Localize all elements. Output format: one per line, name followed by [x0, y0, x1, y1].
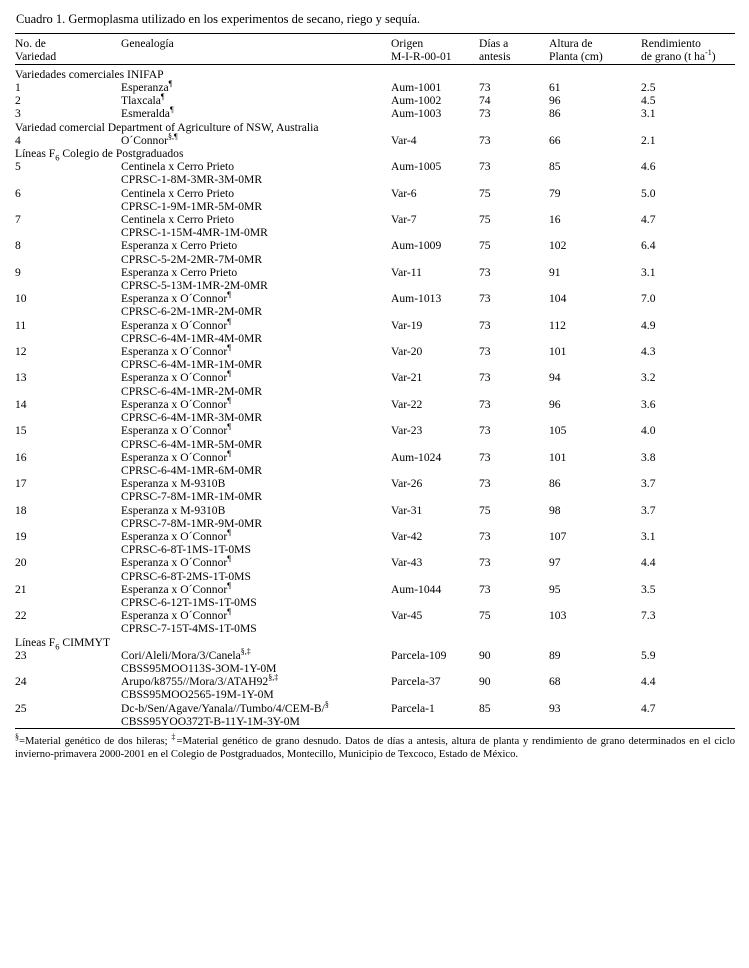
table-row: [15, 583, 735, 609]
header-altura-line2: Planta (cm): [549, 50, 603, 64]
cell-days-to-anthesis: 73: [479, 292, 491, 306]
genealogy-pedigree: CPRSC-1-8M-3MR-3M-0MR: [121, 173, 263, 187]
section-title: Líneas $F_6$ CIMMYT: [15, 635, 111, 651]
cell-genealogy: [121, 580, 391, 609]
cell-origin: Var-6: [391, 186, 417, 200]
genealogy-name: Cori/Aleli/Mora/3/Canela: [121, 648, 241, 662]
cell-days-to-anthesis: 75: [479, 609, 491, 623]
cell-genealogy: [121, 477, 391, 503]
genealogy-name: Esperanza x O´Connor: [121, 609, 228, 623]
genealogy-name: Centinela x Cerro Prieto: [121, 160, 235, 174]
cell-grain-yield: 3.1: [641, 529, 656, 543]
cell-days-to-anthesis: 73: [479, 582, 491, 596]
cell-plant-height: 101: [549, 450, 567, 464]
cell-origin: Parcela-37: [391, 675, 441, 689]
cell-days-to-anthesis: 75: [479, 239, 491, 253]
cell-variety-number: 22: [15, 609, 27, 623]
cell-plant-height: 95: [549, 582, 561, 596]
genealogy-footnote-marker: §,‡: [268, 673, 279, 683]
table-row: [15, 649, 735, 675]
cell-genealogy: [121, 266, 391, 292]
genealogy-name: Esperanza x O´Connor: [121, 318, 228, 332]
cell-variety-number: 4: [15, 133, 21, 147]
table-body: [15, 34, 735, 68]
cell-plant-height: 16: [549, 213, 561, 227]
genealogy-name: Esperanza x O´Connor: [121, 556, 228, 570]
cell-genealogy: [121, 646, 391, 675]
genealogy-footnote-marker: ¶: [227, 448, 231, 458]
genealogy-name: Esperanza x O´Connor: [121, 345, 228, 359]
cell-origin: Parcela-109: [391, 648, 447, 662]
cell-variety-number: 16: [15, 450, 27, 464]
cell-grain-yield: 2.5: [641, 81, 656, 95]
cell-days-to-anthesis: 90: [479, 675, 491, 689]
table-row: [15, 94, 735, 107]
cell-plant-height: 89: [549, 648, 561, 662]
cell-plant-height: 101: [549, 345, 567, 359]
cell-genealogy: [121, 239, 391, 265]
table-row: [15, 451, 735, 477]
cell-grain-yield: 5.0: [641, 186, 656, 200]
cell-plant-height: 93: [549, 701, 561, 715]
header-dias-line1: Días a: [479, 37, 509, 50]
germplasm-table: [15, 33, 735, 732]
genealogy-name: Esperanza x M-9310B: [121, 503, 226, 517]
genealogy-footnote-marker: ¶: [168, 79, 173, 89]
cell-variety-number: 11: [15, 318, 27, 332]
cell-origin: Var-20: [391, 345, 423, 359]
section-title: Variedad comercial Department of Agriculture of NSW, Australia: [15, 120, 319, 134]
cell-genealogy: [121, 448, 391, 477]
cell-genealogy: [121, 398, 391, 424]
cell-plant-height: 61: [549, 81, 561, 95]
cell-variety-number: 5: [15, 160, 21, 174]
footnote-symbol-2: ‡: [171, 732, 177, 742]
table-row: [15, 239, 735, 265]
genealogy-footnote-marker: ¶: [227, 290, 231, 300]
cell-plant-height: 102: [549, 239, 567, 253]
table-row: [15, 160, 735, 186]
genealogy-pedigree: CPRSC-6-4M-1MR-2M-0MR: [121, 384, 263, 398]
header-cell-origen: [391, 37, 479, 64]
cell-origin: Parcela-1: [391, 701, 435, 715]
genealogy-name: Esperanza x O´Connor: [121, 450, 228, 464]
cell-plant-height: 105: [549, 424, 567, 438]
table-bottom-rule: [15, 728, 735, 732]
genealogy-footnote-marker: ¶: [227, 554, 231, 564]
cell-grain-yield: 4.9: [641, 318, 656, 332]
genealogy-name: Centinela x Cerro Prieto: [121, 186, 235, 200]
cell-variety-number: 12: [15, 345, 27, 359]
cell-days-to-anthesis: 73: [479, 371, 491, 385]
cell-plant-height: 96: [549, 94, 561, 108]
genealogy-name: Centinela x Cerro Prieto: [121, 213, 235, 227]
table-row: [15, 319, 735, 345]
table-row: [15, 530, 735, 556]
cell-days-to-anthesis: 73: [479, 318, 491, 332]
header-cell-genealogia: [121, 37, 391, 64]
genealogy-name: Tlaxcala: [121, 94, 161, 108]
cell-grain-yield: 5.9: [641, 648, 656, 662]
cell-days-to-anthesis: 73: [479, 107, 491, 121]
cell-plant-height: 68: [549, 675, 561, 689]
cell-origin: Aum-1013: [391, 292, 442, 306]
table-row: [15, 266, 735, 292]
genealogy-name: Esperanza x O´Connor: [121, 529, 228, 543]
cell-grain-yield: 3.7: [641, 477, 656, 491]
genealogy-pedigree: CBSS95YOO372T-B-11Y-1M-3Y-0M: [121, 714, 300, 728]
cell-grain-yield: 6.4: [641, 239, 656, 253]
genealogy-pedigree: CPRSC-6-4M-1MR-5M-0MR: [121, 437, 263, 451]
cell-origin: Var-19: [391, 318, 423, 332]
cell-plant-height: 98: [549, 503, 561, 517]
genealogy-footnote-marker: ¶: [227, 422, 231, 432]
genealogy-footnote-marker: ¶: [169, 105, 174, 115]
table-row: [15, 424, 735, 450]
footnote-text-2: =Material genético de grano desnudo. Datos de días a antesis, altura de planta y rendimiento de grano determinados en el ciclo invierno-primavera 2000-2001 en el Colegio de Postgraduados, Montecillo, Municipio de Texcoco, Estado de México.: [15, 735, 736, 760]
cell-origin: Var-21: [391, 371, 423, 385]
cell-genealogy: [121, 213, 391, 239]
cell-days-to-anthesis: 73: [479, 477, 491, 491]
cell-variety-number: 8: [15, 239, 21, 253]
table-row: [15, 107, 735, 120]
genealogy-pedigree: CPRSC-7-15T-4MS-1T-0MS: [121, 622, 257, 636]
genealogy-pedigree: CPRSC-7-8M-1MR-1M-0MR: [121, 490, 263, 504]
cell-genealogy: [121, 675, 391, 701]
genealogy-name: Dc-b/Sen/Agave/Yanala//Tumbo/4/CEM-B/: [121, 701, 325, 715]
table-row: [15, 345, 735, 371]
footnote-symbol-1: §: [15, 732, 19, 742]
table-row: [15, 134, 735, 147]
cell-genealogy: [121, 609, 391, 635]
cell-variety-number: 13: [15, 371, 27, 385]
genealogy-pedigree: CPRSC-6-2M-1MR-2M-0MR: [121, 305, 263, 319]
genealogy-name: Arupo/k8755//Mora/3/ATAH92: [121, 675, 269, 689]
cell-days-to-anthesis: 73: [479, 160, 491, 174]
table-section-header: [15, 147, 735, 160]
genealogy-footnote-marker: ¶: [227, 528, 231, 538]
cell-genealogy: [121, 424, 391, 450]
table-row: [15, 213, 735, 239]
cell-grain-yield: 4.6: [641, 160, 656, 174]
cell-grain-yield: 7.3: [641, 609, 656, 623]
cell-plant-height: 104: [549, 292, 567, 306]
table-row: [15, 609, 735, 635]
cell-variety-number: 21: [15, 582, 27, 596]
cell-days-to-anthesis: 75: [479, 186, 491, 200]
genealogy-footnote-marker: §: [324, 699, 329, 709]
cell-variety-number: 18: [15, 503, 27, 517]
genealogy-footnote-marker: ¶: [227, 343, 231, 353]
genealogy-name: O´Connor: [121, 133, 169, 147]
cell-variety-number: 23: [15, 648, 27, 662]
cell-genealogy: [121, 316, 391, 345]
genealogy-name: Esperanza x Cerro Prieto: [121, 265, 238, 279]
cell-genealogy: [121, 504, 391, 530]
cell-grain-yield: 4.3: [641, 345, 656, 359]
genealogy-pedigree: CPRSC-6-4M-1MR-4M-0MR: [121, 331, 263, 345]
header-origen-line1: Origen: [391, 37, 424, 50]
cell-genealogy: [121, 94, 391, 107]
genealogy-name: Esperanza x O´Connor: [121, 582, 228, 596]
cell-origin: Var-22: [391, 397, 423, 411]
genealogy-pedigree: CPRSC-6-8T-1MS-1T-0MS: [121, 543, 251, 557]
table-row: [15, 504, 735, 530]
cell-plant-height: 86: [549, 107, 561, 121]
genealogy-footnote-marker: ¶: [227, 607, 231, 617]
cell-variety-number: 14: [15, 397, 27, 411]
cell-variety-number: 6: [15, 186, 21, 200]
cell-origin: Var-26: [391, 477, 423, 491]
cell-plant-height: 91: [549, 265, 561, 279]
cell-days-to-anthesis: 73: [479, 450, 491, 464]
genealogy-name: Esperanza x O´Connor: [121, 424, 228, 438]
table-header-row: [15, 37, 735, 64]
cell-plant-height: 79: [549, 186, 561, 200]
genealogy-pedigree: CPRSC-6-4M-1MR-3M-0MR: [121, 411, 263, 425]
cell-origin: Var-45: [391, 609, 423, 623]
cell-origin: Aum-1009: [391, 239, 442, 253]
header-rendimiento-line2-end: ): [711, 50, 716, 64]
cell-origin: Var-7: [391, 213, 417, 227]
table-section-header: [15, 68, 735, 81]
cell-variety-number: 19: [15, 529, 27, 543]
cell-genealogy: [121, 699, 391, 729]
cell-plant-height: 97: [549, 556, 561, 570]
cell-origin: Aum-1005: [391, 160, 442, 174]
cell-genealogy: [121, 556, 391, 582]
table-row: [15, 477, 735, 503]
cell-days-to-anthesis: 73: [479, 424, 491, 438]
genealogy-footnote-marker: §,¶: [168, 131, 178, 141]
header-no-line2: Variedad: [15, 50, 57, 64]
genealogy-pedigree: CPRSC-6-4M-1MR-6M-0MR: [121, 463, 263, 477]
cell-variety-number: 3: [15, 107, 21, 121]
header-genealogia-line1: Genealogía: [121, 37, 174, 50]
cell-plant-height: 94: [549, 371, 561, 385]
cell-origin: Var-11: [391, 265, 422, 279]
genealogy-pedigree: CPRSC-6-12T-1MS-1T-0MS: [121, 595, 257, 609]
cell-genealogy: [121, 345, 391, 371]
genealogy-footnote-marker: ¶: [227, 396, 231, 406]
cell-grain-yield: 3.1: [641, 265, 656, 279]
cell-grain-yield: 3.7: [641, 503, 656, 517]
cell-variety-number: 24: [15, 675, 27, 689]
genealogy-name: Esmeralda: [121, 107, 170, 121]
genealogy-footnote-marker: ¶: [227, 580, 231, 590]
cell-origin: Aum-1002: [391, 94, 442, 108]
cell-grain-yield: 4.5: [641, 94, 656, 108]
header-cell-dias: [479, 37, 549, 64]
cell-origin: Var-42: [391, 529, 423, 543]
genealogy-pedigree: CBSS95MOO2565-19M-1Y-0M: [121, 688, 274, 702]
cell-days-to-anthesis: 90: [479, 648, 491, 662]
cell-days-to-anthesis: 73: [479, 81, 491, 95]
section-title: Líneas $F_6$ Colegio de Postgraduados: [15, 147, 184, 163]
cell-grain-yield: 2.1: [641, 133, 656, 147]
genealogy-pedigree: CPRSC-6-8T-2MS-1T-0MS: [121, 569, 251, 583]
table-section-header: [15, 121, 735, 134]
table-row: [15, 292, 735, 318]
table-row: [15, 187, 735, 213]
genealogy-pedigree: CPRSC-1-9M-1MR-5M-0MR: [121, 199, 263, 213]
header-cell-rendimiento: [641, 37, 735, 64]
genealogy-pedigree: CPRSC-1-15M-4MR-1M-0MR: [121, 226, 268, 240]
cell-grain-yield: 4.4: [641, 556, 656, 570]
cell-origin: Aum-1001: [391, 81, 442, 95]
cell-days-to-anthesis: 73: [479, 556, 491, 570]
cell-grain-yield: 4.4: [641, 675, 656, 689]
cell-plant-height: 66: [549, 133, 561, 147]
header-origen-line2: M-I-R-00-01: [391, 50, 452, 64]
genealogy-pedigree: CPRSC-7-8M-1MR-9M-0MR: [121, 516, 263, 530]
header-cell-no: [15, 37, 121, 64]
table-caption: Cuadro 1. Germoplasma utilizado en los experimentos de secano, riego y sequía.: [16, 12, 421, 26]
cell-origin: Var-31: [391, 503, 423, 517]
genealogy-name: Esperanza x O´Connor: [121, 292, 228, 306]
header-rendimiento-line2: de grano (t ha: [641, 50, 706, 64]
table-row: [15, 371, 735, 397]
cell-days-to-anthesis: 73: [479, 345, 491, 359]
cell-genealogy: [121, 160, 391, 186]
cell-variety-number: 1: [15, 81, 21, 95]
cell-origin: Var-4: [391, 133, 417, 147]
header-altura-line1: Altura de: [549, 37, 593, 50]
genealogy-pedigree: CPRSC-6-4M-1MR-1M-0MR: [121, 358, 263, 372]
header-rendimiento-line1: Rendimiento: [641, 37, 701, 50]
table-section-header: [15, 636, 735, 649]
cell-days-to-anthesis: 74: [479, 94, 491, 108]
cell-days-to-anthesis: 85: [479, 701, 491, 715]
table-row: [15, 675, 735, 701]
genealogy-pedigree: CBSS95MOO113S-3OM-1Y-0M: [121, 661, 277, 675]
cell-plant-height: 86: [549, 477, 561, 491]
cell-genealogy: [121, 530, 391, 556]
cell-genealogy: [121, 187, 391, 213]
cell-genealogy: [121, 371, 391, 397]
cell-variety-number: 9: [15, 265, 21, 279]
cell-genealogy: [121, 131, 391, 147]
cell-genealogy: [121, 292, 391, 318]
cell-grain-yield: 3.1: [641, 107, 656, 121]
cell-grain-yield: 3.2: [641, 371, 656, 385]
table-footnote: [15, 732, 736, 761]
table-row: [15, 556, 735, 582]
cell-variety-number: 17: [15, 477, 27, 491]
genealogy-footnote-marker: ¶: [227, 369, 231, 379]
genealogy-footnote-marker: ¶: [227, 316, 231, 326]
genealogy-footnote-marker: §,‡: [240, 646, 251, 656]
cell-variety-number: 15: [15, 424, 27, 438]
table-row: [15, 398, 735, 424]
table-row: [15, 702, 735, 729]
cell-days-to-anthesis: 73: [479, 529, 491, 543]
cell-genealogy: [121, 107, 391, 120]
cell-grain-yield: 4.7: [641, 701, 656, 715]
header-no-line1: No. de: [15, 37, 46, 50]
cell-plant-height: 103: [549, 609, 567, 623]
header-dias-line2: antesis: [479, 50, 511, 64]
cell-days-to-anthesis: 73: [479, 397, 491, 411]
cell-origin: Aum-1044: [391, 582, 442, 596]
cell-grain-yield: 3.5: [641, 582, 656, 596]
cell-variety-number: 20: [15, 556, 27, 570]
cell-grain-yield: 3.6: [641, 397, 656, 411]
cell-plant-height: 107: [549, 529, 567, 543]
cell-plant-height: 85: [549, 160, 561, 174]
cell-grain-yield: 7.0: [641, 292, 656, 306]
footnote-text-1: =Material genético de dos hileras;: [19, 735, 172, 747]
cell-variety-number: 2: [15, 94, 21, 108]
genealogy-footnote-marker: ¶: [160, 92, 165, 102]
section-title: Variedades comerciales INIFAP: [15, 67, 164, 81]
header-cell-altura: [549, 37, 641, 64]
cell-origin: Var-43: [391, 556, 423, 570]
genealogy-pedigree: CPRSC-5-13M-1MR-2M-0MR: [121, 279, 268, 293]
cell-origin: Aum-1024: [391, 450, 442, 464]
genealogy-name: Esperanza x Cerro Prieto: [121, 239, 238, 253]
cell-grain-yield: 4.0: [641, 424, 656, 438]
cell-variety-number: 10: [15, 292, 27, 306]
genealogy-name: Esperanza x O´Connor: [121, 371, 228, 385]
cell-origin: Var-23: [391, 424, 423, 438]
genealogy-name: Esperanza: [121, 81, 169, 95]
genealogy-pedigree: CPRSC-5-2M-2MR-7M-0MR: [121, 252, 263, 266]
table-footer-host: [15, 728, 735, 732]
cell-variety-number: 25: [15, 701, 27, 715]
cell-days-to-anthesis: 75: [479, 213, 491, 227]
cell-days-to-anthesis: 73: [479, 133, 491, 147]
header-rendimiento-exponent: -1: [705, 48, 712, 58]
cell-grain-yield: 4.7: [641, 213, 656, 227]
cell-plant-height: 96: [549, 397, 561, 411]
cell-days-to-anthesis: 75: [479, 503, 491, 517]
cell-origin: Aum-1003: [391, 107, 442, 121]
table-rows-host: [15, 68, 735, 729]
genealogy-name: Esperanza x M-9310B: [121, 477, 226, 491]
cell-variety-number: 7: [15, 213, 21, 227]
cell-plant-height: 112: [549, 318, 566, 332]
cell-grain-yield: 3.8: [641, 450, 656, 464]
cell-days-to-anthesis: 73: [479, 265, 491, 279]
table-row: [15, 81, 735, 94]
genealogy-name: Esperanza x O´Connor: [121, 397, 228, 411]
